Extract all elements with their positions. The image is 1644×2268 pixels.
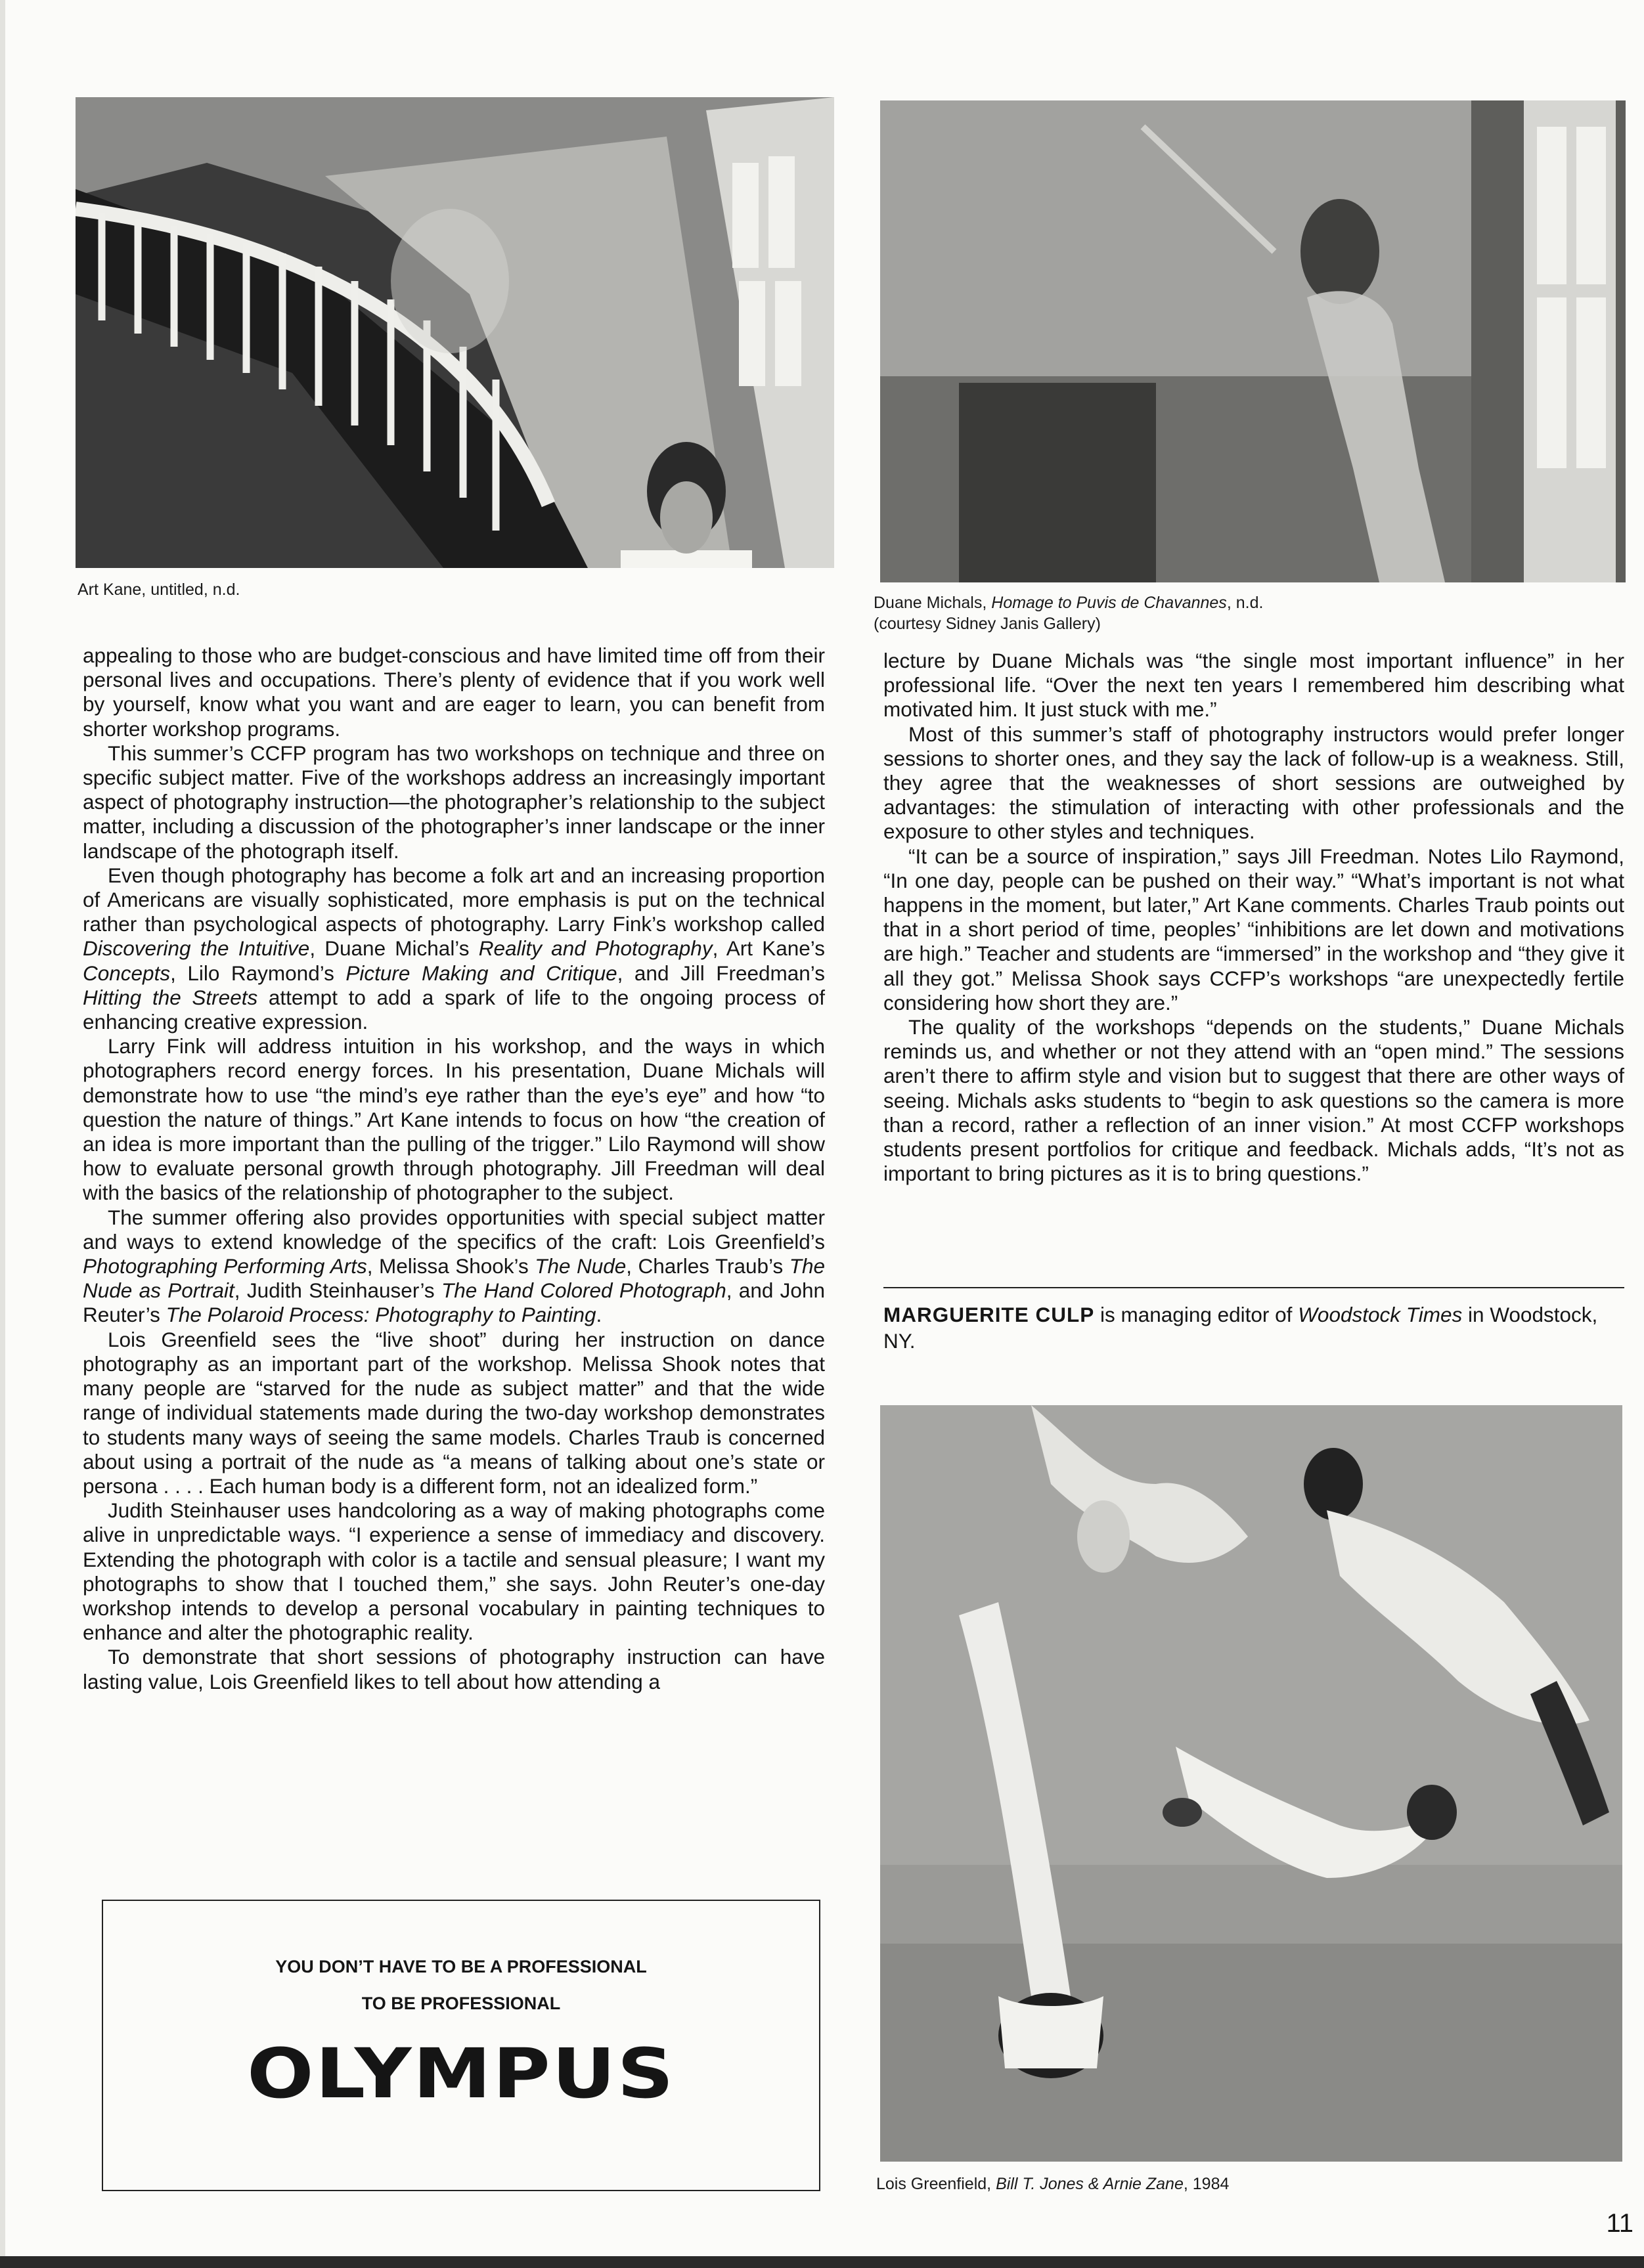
duane-michals-photo [880, 100, 1626, 582]
article-right-column [883, 649, 1624, 1186]
olympus-logo: OLYMPUS [247, 2034, 675, 2114]
art-kane-caption: Art Kane, untitled, n.d. [78, 580, 240, 599]
paragraph: appealing to those who are budget-conscious and have limited time off from their personal lives and occupations. There’s plenty of evidence that if you work well by yourself, know what you want and are eager to learn, you can benefit from shorter workshop programs. [83, 643, 825, 741]
author-bio: MARGUERITE CULP is managing editor of Woodstock Times in Woodstock, NY. [883, 1303, 1598, 1353]
author-name: MARGUERITE CULP [883, 1303, 1095, 1326]
paragraph: Judith Steinhauser uses handcoloring as a way of making photographs come alive in unpredictable ways. “I experience a sense of immediacy and discovery. Extending the photograph with color is a tactile and sensual pleasure; I want my photographs to show that I touched them,” she says. John Reuter’s one-day workshop intends to develop a personal vocabulary in painting techniques to enhance and alter the photographic reality. [83, 1498, 825, 1645]
lois-greenfield-caption: Lois Greenfield, Bill T. Jones & Arnie Zane, 1984 [876, 2175, 1230, 2193]
paragraph: lecture by Duane Michals was “the single most important influence” in her professional life. “Over the next ten years I remembered him describing what motivated him. It just stuck with me.” [883, 649, 1624, 722]
olympus-advertisement [102, 1900, 820, 2191]
page-number: 11 [1606, 2209, 1633, 2238]
art-kane-photo [76, 97, 834, 568]
bio-divider [883, 1287, 1624, 1288]
paragraph: Lois Greenfield sees the “live shoot” during her instruction on dance photography as an important part of the workshop. Melissa Shook notes that many people are “starved for the nude as subject matter” and that the wide range of individual statements made during the two-day workshop demonstrates to students many ways of seeing the same models. Charles Traub is concerned about using a portrait of the nude as “a means of talking about one’s state or persona . . . . Each human body is a different form, not an idealized form.” [83, 1327, 825, 1498]
lois-greenfield-photo [880, 1405, 1622, 2162]
paragraph: Most of this summer’s staff of photography instructors would prefer longer sessions to shorter ones, and they say the lack of follow-up is a weakness. Still, they agree that the weaknesses of short sessions are outweighed by advantages: the stimulation of interacting with other professionals and the exposure to other styles and techniques. [883, 722, 1624, 844]
paragraph: “It can be a source of inspiration,” says Jill Freedman. Notes Lilo Raymond, “In one day, people can be pushed on their way.” “What’s important is not what happens in the moment, but later,” Art Kane comments. Charles Traub points out that in a short period of time, peoples’ “inhibitions are let down and motivations are high.” Teacher and students are “immersed” in the workshop and “they give it all they got.” Melissa Shook says CCFP’s workshops “are unexpectedly fertile considering how short they are.” [883, 844, 1624, 1014]
paragraph: The quality of the workshops “depends on the students,” Duane Michals reminds us, and whether or not they attend with an “open mind.” The sessions aren’t there to affirm style and vision but to suggest that there are other ways of seeing. Michals asks students to “begin to ask questions so the camera is more than a record, rather a reflection of an inner vision.” At most CCFP workshops students present portfolios for critique and feedback. Michals adds, “It’s not as important to bring pictures as it is to bring questions.” [883, 1015, 1624, 1186]
paragraph: Larry Fink will address intuition in his workshop, and the ways in which photographers record energy forces. In his presentation, Duane Michals will demonstrate how to use “the mind’s eye rather than the eye’s eye” and how “to question the nature of things.” Art Kane intends to focus on how “the creation of an idea is more important than the pulling of the trigger.” Lilo Raymond will show how to evaluate personal growth through photography. Jill Freedman will deal with the basics of the relationship of photographer to the subject. [83, 1034, 825, 1205]
paragraph: To demonstrate that short sessions of photography instruction can have lasting value, Lois Greenfield likes to tell about how attending a [83, 1645, 825, 1693]
ad-tagline-1: YOU DON’T HAVE TO BE A PROFESSIONAL [275, 1957, 647, 1976]
page-bottom-edge [0, 2256, 1644, 2268]
paragraph: This summer’s CCFP program has two workshops on technique and three on specific subject matter. Five of the workshops address an increasingly important aspect of photography instruction—the photographer’s relationship to the subject matter, including a discussion of the photographer’s inner landscape or the inner landscape of the photograph itself. [83, 741, 825, 863]
paragraph: Even though photography has become a folk art and an increasing proportion of Americans are visually sophisticated, more emphasis is put on the technical rather than psychological aspects of photography. Larry Fink’s workshop called Discovering the Intuitive, Duane Michal’s Reality and Photography, Art Kane’s Concepts, Lilo Raymond’s Picture Making and Critique, and Jill Freedman’s Hitting the Streets attempt to add a spark of life to the ongoing process of enhancing creative expression. [83, 863, 825, 1034]
ad-tagline-2: TO BE PROFESSIONAL [361, 1994, 561, 2013]
page-edge-shadow [0, 0, 5, 2268]
article-left-column [83, 643, 825, 1694]
duane-michals-caption: Duane Michals, Homage to Puvis de Chavannes, n.d. (courtesy Sidney Janis Gallery) [874, 594, 1264, 633]
paragraph: The summer offering also provides opportunities with special subject matter and ways to extend knowledge of the specifics of the craft: Lois Greenfield’s Photographing Performing Arts, Melissa Shook’s The Nude, Charles Traub’s The Nude as Portrait, Judith Steinhauser’s The Hand Colored Photograph, and John Reuter’s The Polaroid Process: Photography to Painting. [83, 1205, 826, 1327]
